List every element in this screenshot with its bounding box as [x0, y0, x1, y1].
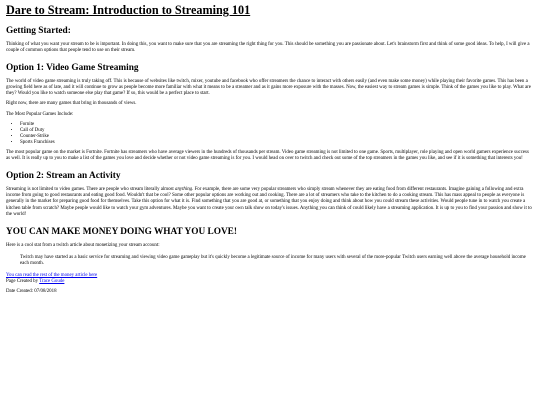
page-title: Dare to Stream: Introduction to Streaming 101: [6, 3, 251, 17]
list-item: • Sports Franchises: [20, 140, 534, 146]
page: [0, 3, 540, 295]
list-item: • Counter-Strike: [20, 134, 534, 140]
money-quote: Twitch may have started as a basic service for streaming and viewing video game gameplay but it's quickly become a legitimate source of income for many users with several of the more-popular Twitch users earning well above the average household income each month.: [20, 254, 526, 266]
option1-paragraph-2: Right now, there are many games that bring in thousands of views.: [6, 101, 137, 107]
date-created: Date Created: 07/08/2018: [6, 289, 57, 295]
games-list: [6, 122, 534, 146]
getting-started-text: Thinking of what you want your stream to be is important. In doing this, you want to make sure that you are streaming the right thing for you. This should be something you are passionate about. Let's brainstorm first and think of some good ideas. To help, I will give a couple of common options that people tend to use on their stream.: [6, 42, 530, 54]
option1-heading: Option 1: Video Game Streaming: [6, 63, 139, 74]
money-heading: YOU CAN MAKE MONEY DOING WHAT YOU LOVE!: [6, 226, 237, 237]
list-item: • Call of Duty: [20, 128, 534, 134]
option1-paragraph-1: The world of video game streaming is truly taking off. This is because of websites like twitch, mixer, youtube and facebook who offer streamers the chance to interact with others easily (and even make some money) while playing their favorite games. This has been a growing field here as of late, and it will continue to grow as people become more familiar with what it means to be a streamer and as it gains more exposure with the masses. Now, the easiest way to stream games is simple. Think of the games you like to play. What are they? Would you like to watch someone else play that game? If so, this would be a perfect place to start.: [6, 79, 531, 97]
page-created-by: [6, 279, 534, 285]
option2-paragraph: [6, 187, 534, 217]
games-list-intro: The Most Popular Games Include:: [6, 111, 74, 117]
getting-started-heading: Getting Started:: [6, 26, 71, 36]
option2-heading: Option 2: Stream an Activity: [6, 171, 121, 182]
money-intro: Here is a cool stat from a twitch article about monetizing your stream account:: [6, 242, 160, 248]
option2-text-start: Streaming is not limited to video games. There are people who stream literally almost: [6, 187, 176, 193]
author-link[interactable]: Trace Goude: [39, 279, 65, 285]
money-article-link[interactable]: You can read the rest of the money article here: [6, 272, 98, 278]
list-item: • Fornite: [20, 122, 534, 128]
option2-emphasis: anything: [175, 187, 193, 193]
option2-text-end: . For example, there are some very popular streamers who simply stream whenever they are eating food from different restaurants. Imagine gaining a following and extra income from going to good restaurants and eating good food. Wouldn't that be cool? Some other popular options are working out and cooking. There are a lot of streamers who take to the kitchen to do a cooking stream. This has mass appeal to people as everyone is generally in the market for preparing good food for themselves. Take this option for what it is. Find something that you are good at, or something that you enjoy doing and think about how you could stream these activities. Would people tune in to watch you create a kitchen table from scratch? Maybe people would like to watch your gym adventures. Maybe you want to create your own talk show on today's issues. Anything you can think of could likely have a streaming application. It is up to you to find your passion and show it to the world!: [6, 187, 532, 217]
created-by-label: Page Created by: [6, 279, 40, 285]
option1-paragraph-3: The most popular game on the market is Fortnite. Fortnite has streamers who have average viewers in the hundreds of thousands per stream. Video game streaming is not limited to one game. Sports, multiplayer, role playing and open world gamers experience success as well. It is really up to you to make a list of the games you love and decide whether or not video game streaming is for you. I would head on over to twitch and check out some of the top streamers in the games you like, and see if it is something that interests you!: [6, 150, 529, 162]
